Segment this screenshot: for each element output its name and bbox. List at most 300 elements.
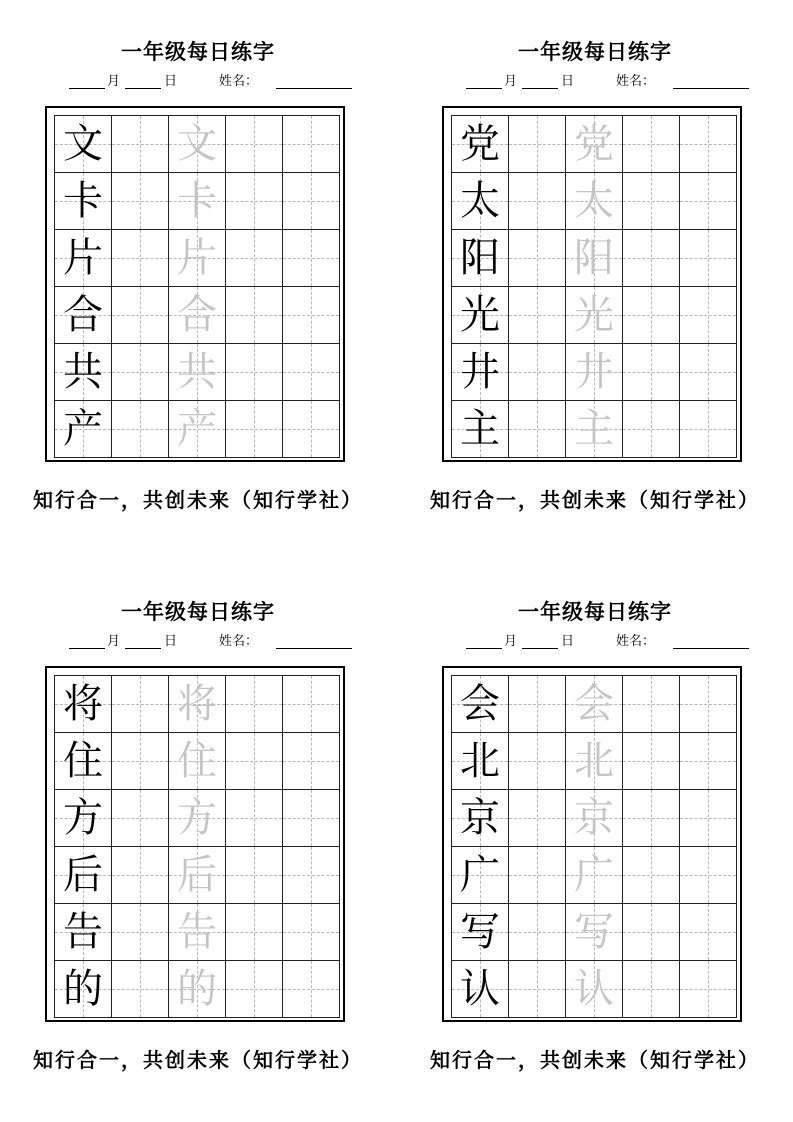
- practice-cell[interactable]: [623, 230, 680, 287]
- card-title: 一年级每日练字: [518, 40, 672, 64]
- practice-cell[interactable]: [283, 401, 340, 458]
- writing-grid-frame: [442, 666, 742, 1022]
- model-character: 的: [63, 966, 103, 1012]
- trace-character: 广: [574, 852, 614, 898]
- practice-cell[interactable]: [112, 904, 169, 961]
- practice-cell[interactable]: [112, 401, 169, 458]
- practice-cell[interactable]: [680, 173, 737, 230]
- guide-line-horizontal: [509, 372, 565, 373]
- trace-cell[interactable]: [169, 116, 226, 173]
- model-cell[interactable]: [452, 401, 509, 458]
- guide-line-horizontal: [283, 201, 339, 202]
- trace-cell[interactable]: [566, 230, 623, 287]
- guide-line-horizontal: [226, 201, 282, 202]
- guide-line-horizontal: [623, 932, 679, 933]
- practice-cell[interactable]: [112, 173, 169, 230]
- guide-line-horizontal: [623, 258, 679, 259]
- model-cell[interactable]: [55, 116, 112, 173]
- model-character: 卡: [63, 178, 103, 224]
- practice-cell[interactable]: [112, 116, 169, 173]
- practice-cell[interactable]: [283, 790, 340, 847]
- practice-cell[interactable]: [226, 904, 283, 961]
- trace-character: 住: [177, 738, 217, 784]
- grid-row: [452, 344, 737, 401]
- practice-cell[interactable]: [680, 344, 737, 401]
- model-cell[interactable]: [452, 847, 509, 904]
- model-character: 文: [63, 121, 103, 167]
- practice-cell[interactable]: [623, 961, 680, 1018]
- practice-cell[interactable]: [509, 230, 566, 287]
- model-cell[interactable]: [452, 904, 509, 961]
- trace-cell[interactable]: [566, 287, 623, 344]
- practice-cell[interactable]: [283, 230, 340, 287]
- guide-line-horizontal: [680, 989, 736, 990]
- practice-cell[interactable]: [680, 401, 737, 458]
- trace-character: 会: [574, 681, 614, 727]
- trace-cell[interactable]: [566, 790, 623, 847]
- date-name-line: [430, 634, 760, 652]
- trace-cell[interactable]: [169, 847, 226, 904]
- grid-row: [452, 676, 737, 733]
- name-blank[interactable]: [673, 74, 749, 89]
- guide-line-horizontal: [680, 932, 736, 933]
- guide-line-horizontal: [112, 429, 168, 430]
- name-label: 姓名：: [219, 74, 259, 89]
- day-label: 日: [561, 74, 575, 89]
- grid-row: [452, 173, 737, 230]
- guide-line-horizontal: [226, 144, 282, 145]
- guide-line-horizontal: [112, 258, 168, 259]
- model-cell[interactable]: [55, 847, 112, 904]
- guide-line-horizontal: [112, 761, 168, 762]
- practice-cell[interactable]: [680, 847, 737, 904]
- practice-cell[interactable]: [283, 173, 340, 230]
- model-cell[interactable]: [55, 676, 112, 733]
- practice-cell[interactable]: [680, 676, 737, 733]
- practice-cell[interactable]: [112, 790, 169, 847]
- trace-cell[interactable]: [566, 116, 623, 173]
- model-cell[interactable]: [452, 961, 509, 1018]
- guide-line-horizontal: [112, 315, 168, 316]
- month-label: 月: [504, 74, 518, 89]
- guide-line-horizontal: [283, 818, 339, 819]
- month-blank[interactable]: [69, 74, 105, 89]
- trace-cell[interactable]: [566, 173, 623, 230]
- practice-cell[interactable]: [226, 733, 283, 790]
- model-character: 太: [460, 178, 500, 224]
- trace-cell[interactable]: [566, 401, 623, 458]
- trace-character: 告: [177, 909, 217, 955]
- practice-cell[interactable]: [509, 173, 566, 230]
- grid-row: [452, 790, 737, 847]
- practice-cell[interactable]: [112, 847, 169, 904]
- practice-cell[interactable]: [283, 904, 340, 961]
- name-label: 姓名：: [616, 74, 656, 89]
- model-character: 片: [63, 235, 103, 281]
- trace-character: 京: [574, 795, 614, 841]
- grid-row: [452, 733, 737, 790]
- trace-cell[interactable]: [566, 676, 623, 733]
- guide-line-horizontal: [226, 429, 282, 430]
- grid-row: [55, 230, 340, 287]
- grid-row: [55, 116, 340, 173]
- practice-cell[interactable]: [623, 790, 680, 847]
- practice-cell[interactable]: [509, 961, 566, 1018]
- day-blank[interactable]: [125, 634, 161, 649]
- practice-cell[interactable]: [226, 401, 283, 458]
- practice-cell[interactable]: [623, 287, 680, 344]
- practice-cell[interactable]: [509, 344, 566, 401]
- grid-row: [452, 287, 737, 344]
- practice-cell[interactable]: [509, 733, 566, 790]
- practice-cell[interactable]: [283, 733, 340, 790]
- practice-cell[interactable]: [680, 116, 737, 173]
- guide-line-horizontal: [283, 315, 339, 316]
- practice-card: [430, 30, 760, 550]
- guide-line-horizontal: [680, 818, 736, 819]
- practice-cell[interactable]: [623, 904, 680, 961]
- model-cell[interactable]: [55, 733, 112, 790]
- practice-cell[interactable]: [680, 287, 737, 344]
- model-character: 告: [63, 909, 103, 955]
- model-cell[interactable]: [55, 230, 112, 287]
- guide-line-horizontal: [623, 875, 679, 876]
- practice-card: [33, 590, 363, 1110]
- guide-line-horizontal: [226, 372, 282, 373]
- guide-line-horizontal: [680, 429, 736, 430]
- practice-cell[interactable]: [680, 961, 737, 1018]
- guide-line-horizontal: [112, 144, 168, 145]
- guide-line-horizontal: [623, 989, 679, 990]
- practice-cell[interactable]: [623, 116, 680, 173]
- guide-line-horizontal: [112, 372, 168, 373]
- trace-character: 后: [177, 852, 217, 898]
- model-character: 井: [460, 349, 500, 395]
- trace-character: 方: [177, 795, 217, 841]
- trace-character: 北: [574, 738, 614, 784]
- month-blank[interactable]: [466, 634, 502, 649]
- practice-cell[interactable]: [680, 904, 737, 961]
- practice-cell[interactable]: [226, 847, 283, 904]
- grid-row: [55, 961, 340, 1018]
- guide-line-horizontal: [509, 704, 565, 705]
- guide-line-horizontal: [283, 761, 339, 762]
- grid-row: [452, 401, 737, 458]
- practice-cell[interactable]: [509, 287, 566, 344]
- trace-cell[interactable]: [169, 230, 226, 287]
- model-cell[interactable]: [452, 790, 509, 847]
- grid-row: [452, 961, 737, 1018]
- guide-line-horizontal: [623, 761, 679, 762]
- grid-row: [55, 173, 340, 230]
- practice-cell[interactable]: [283, 344, 340, 401]
- card-title: 一年级每日练字: [121, 600, 275, 624]
- guide-line-horizontal: [623, 704, 679, 705]
- model-cell[interactable]: [452, 116, 509, 173]
- trace-character: 将: [177, 681, 217, 727]
- motto: 知行合一，共创未来（知行学社）: [430, 488, 760, 512]
- grid-row: [452, 116, 737, 173]
- trace-character: 合: [177, 292, 217, 338]
- guide-line-horizontal: [112, 989, 168, 990]
- guide-line-horizontal: [226, 875, 282, 876]
- practice-cell[interactable]: [283, 287, 340, 344]
- guide-line-horizontal: [112, 875, 168, 876]
- model-character: 写: [460, 909, 500, 955]
- model-character: 广: [460, 852, 500, 898]
- practice-cell[interactable]: [112, 230, 169, 287]
- grid-row: [55, 676, 340, 733]
- trace-cell[interactable]: [566, 961, 623, 1018]
- guide-line-horizontal: [112, 201, 168, 202]
- guide-line-horizontal: [680, 315, 736, 316]
- guide-line-horizontal: [509, 818, 565, 819]
- trace-character: 光: [574, 292, 614, 338]
- practice-cell[interactable]: [226, 287, 283, 344]
- model-cell[interactable]: [452, 344, 509, 401]
- practice-cell[interactable]: [112, 676, 169, 733]
- practice-card: [430, 590, 760, 1110]
- practice-cell[interactable]: [680, 733, 737, 790]
- trace-character: 文: [177, 121, 217, 167]
- guide-line-horizontal: [226, 761, 282, 762]
- trace-cell[interactable]: [169, 676, 226, 733]
- practice-cell[interactable]: [226, 790, 283, 847]
- guide-line-horizontal: [509, 761, 565, 762]
- practice-cell[interactable]: [509, 676, 566, 733]
- practice-cell[interactable]: [623, 401, 680, 458]
- model-cell[interactable]: [452, 676, 509, 733]
- trace-cell[interactable]: [566, 344, 623, 401]
- model-cell[interactable]: [55, 287, 112, 344]
- model-cell[interactable]: [55, 961, 112, 1018]
- guide-line-horizontal: [283, 258, 339, 259]
- day-blank[interactable]: [125, 74, 161, 89]
- guide-line-horizontal: [226, 704, 282, 705]
- guide-line-horizontal: [283, 932, 339, 933]
- name-blank[interactable]: [276, 74, 352, 89]
- writing-grid: [451, 115, 737, 458]
- guide-line-horizontal: [112, 704, 168, 705]
- month-label: 月: [504, 634, 518, 649]
- model-character: 后: [63, 852, 103, 898]
- name-label: 姓名：: [219, 634, 259, 649]
- month-label: 月: [107, 634, 121, 649]
- trace-cell[interactable]: [169, 961, 226, 1018]
- practice-cell[interactable]: [283, 116, 340, 173]
- practice-cell[interactable]: [112, 961, 169, 1018]
- date-name-line: [33, 634, 363, 652]
- guide-line-horizontal: [680, 201, 736, 202]
- guide-line-horizontal: [509, 932, 565, 933]
- guide-line-horizontal: [509, 315, 565, 316]
- practice-cell[interactable]: [623, 733, 680, 790]
- practice-cell[interactable]: [623, 676, 680, 733]
- model-cell[interactable]: [55, 790, 112, 847]
- grid-row: [55, 733, 340, 790]
- practice-cell[interactable]: [226, 344, 283, 401]
- guide-line-horizontal: [623, 201, 679, 202]
- practice-cell[interactable]: [623, 173, 680, 230]
- model-cell[interactable]: [55, 904, 112, 961]
- guide-line-horizontal: [283, 144, 339, 145]
- model-character: 产: [63, 406, 103, 452]
- practice-cell[interactable]: [509, 847, 566, 904]
- day-label: 日: [164, 74, 178, 89]
- practice-cell[interactable]: [283, 676, 340, 733]
- grid-row: [55, 401, 340, 458]
- trace-cell[interactable]: [169, 173, 226, 230]
- motto: 知行合一，共创未来（知行学社）: [33, 1048, 363, 1072]
- card-title: 一年级每日练字: [121, 40, 275, 64]
- model-cell[interactable]: [452, 230, 509, 287]
- writing-grid: [451, 675, 737, 1018]
- trace-cell[interactable]: [169, 733, 226, 790]
- grid-row: [55, 904, 340, 961]
- practice-cell[interactable]: [680, 790, 737, 847]
- grid-row: [55, 790, 340, 847]
- trace-character: 认: [574, 966, 614, 1012]
- model-character: 主: [460, 406, 500, 452]
- model-cell[interactable]: [452, 287, 509, 344]
- model-character: 合: [63, 292, 103, 338]
- guide-line-horizontal: [509, 989, 565, 990]
- name-label: 姓名：: [616, 634, 656, 649]
- guide-line-horizontal: [680, 875, 736, 876]
- model-character: 会: [460, 681, 500, 727]
- model-cell[interactable]: [55, 401, 112, 458]
- model-character: 认: [460, 966, 500, 1012]
- model-character: 阳: [460, 235, 500, 281]
- name-blank[interactable]: [276, 634, 352, 649]
- month-blank[interactable]: [69, 634, 105, 649]
- guide-line-horizontal: [283, 875, 339, 876]
- guide-line-horizontal: [283, 704, 339, 705]
- trace-cell[interactable]: [169, 904, 226, 961]
- guide-line-horizontal: [680, 258, 736, 259]
- trace-character: 井: [574, 349, 614, 395]
- grid-row: [452, 904, 737, 961]
- practice-cell[interactable]: [226, 230, 283, 287]
- grid-row: [55, 847, 340, 904]
- model-character: 共: [63, 349, 103, 395]
- practice-cell[interactable]: [623, 344, 680, 401]
- name-blank[interactable]: [673, 634, 749, 649]
- day-label: 日: [561, 634, 575, 649]
- guide-line-horizontal: [623, 429, 679, 430]
- model-character: 将: [63, 681, 103, 727]
- guide-line-horizontal: [509, 258, 565, 259]
- day-blank[interactable]: [522, 634, 558, 649]
- guide-line-horizontal: [509, 875, 565, 876]
- motto: 知行合一，共创未来（知行学社）: [430, 1048, 760, 1072]
- date-name-line: [430, 74, 760, 92]
- writing-grid: [54, 115, 340, 458]
- trace-character: 主: [574, 406, 614, 452]
- model-character: 光: [460, 292, 500, 338]
- guide-line-horizontal: [623, 372, 679, 373]
- guide-line-horizontal: [283, 372, 339, 373]
- guide-line-horizontal: [226, 818, 282, 819]
- guide-line-horizontal: [226, 258, 282, 259]
- model-cell[interactable]: [452, 173, 509, 230]
- practice-cell[interactable]: [112, 344, 169, 401]
- trace-cell[interactable]: [169, 401, 226, 458]
- practice-cell[interactable]: [509, 401, 566, 458]
- practice-cell[interactable]: [680, 230, 737, 287]
- guide-line-horizontal: [509, 429, 565, 430]
- practice-cell[interactable]: [112, 733, 169, 790]
- guide-line-horizontal: [680, 761, 736, 762]
- model-character: 京: [460, 795, 500, 841]
- practice-cell[interactable]: [283, 961, 340, 1018]
- card-title: 一年级每日练字: [518, 600, 672, 624]
- model-cell[interactable]: [55, 173, 112, 230]
- guide-line-horizontal: [226, 315, 282, 316]
- trace-cell[interactable]: [169, 790, 226, 847]
- practice-cell[interactable]: [509, 116, 566, 173]
- guide-line-horizontal: [226, 932, 282, 933]
- guide-line-horizontal: [680, 144, 736, 145]
- model-character: 北: [460, 738, 500, 784]
- trace-cell[interactable]: [169, 344, 226, 401]
- model-character: 住: [63, 738, 103, 784]
- model-character: 方: [63, 795, 103, 841]
- month-blank[interactable]: [466, 74, 502, 89]
- trace-cell[interactable]: [566, 733, 623, 790]
- practice-cell[interactable]: [226, 173, 283, 230]
- trace-character: 产: [177, 406, 217, 452]
- writing-grid-frame: [442, 106, 742, 462]
- model-character: 党: [460, 121, 500, 167]
- guide-line-horizontal: [623, 144, 679, 145]
- practice-cell[interactable]: [509, 904, 566, 961]
- guide-line-horizontal: [283, 989, 339, 990]
- practice-cell[interactable]: [283, 847, 340, 904]
- guide-line-horizontal: [226, 989, 282, 990]
- trace-cell[interactable]: [169, 287, 226, 344]
- guide-line-horizontal: [623, 818, 679, 819]
- guide-line-horizontal: [112, 818, 168, 819]
- writing-grid-frame: [45, 106, 345, 462]
- trace-cell[interactable]: [566, 904, 623, 961]
- trace-character: 的: [177, 966, 217, 1012]
- model-cell[interactable]: [55, 344, 112, 401]
- day-blank[interactable]: [522, 74, 558, 89]
- practice-cell[interactable]: [226, 961, 283, 1018]
- trace-character: 太: [574, 178, 614, 224]
- trace-character: 片: [177, 235, 217, 281]
- practice-cell[interactable]: [226, 116, 283, 173]
- grid-row: [452, 230, 737, 287]
- trace-character: 党: [574, 121, 614, 167]
- month-label: 月: [107, 74, 121, 89]
- practice-cell[interactable]: [509, 790, 566, 847]
- trace-character: 共: [177, 349, 217, 395]
- guide-line-horizontal: [680, 704, 736, 705]
- practice-cell[interactable]: [623, 847, 680, 904]
- practice-cell[interactable]: [226, 676, 283, 733]
- practice-card: [33, 30, 363, 550]
- grid-row: [452, 847, 737, 904]
- grid-row: [55, 287, 340, 344]
- model-cell[interactable]: [452, 733, 509, 790]
- guide-line-horizontal: [283, 429, 339, 430]
- writing-grid-frame: [45, 666, 345, 1022]
- trace-cell[interactable]: [566, 847, 623, 904]
- practice-cell[interactable]: [112, 287, 169, 344]
- motto: 知行合一，共创未来（知行学社）: [33, 488, 363, 512]
